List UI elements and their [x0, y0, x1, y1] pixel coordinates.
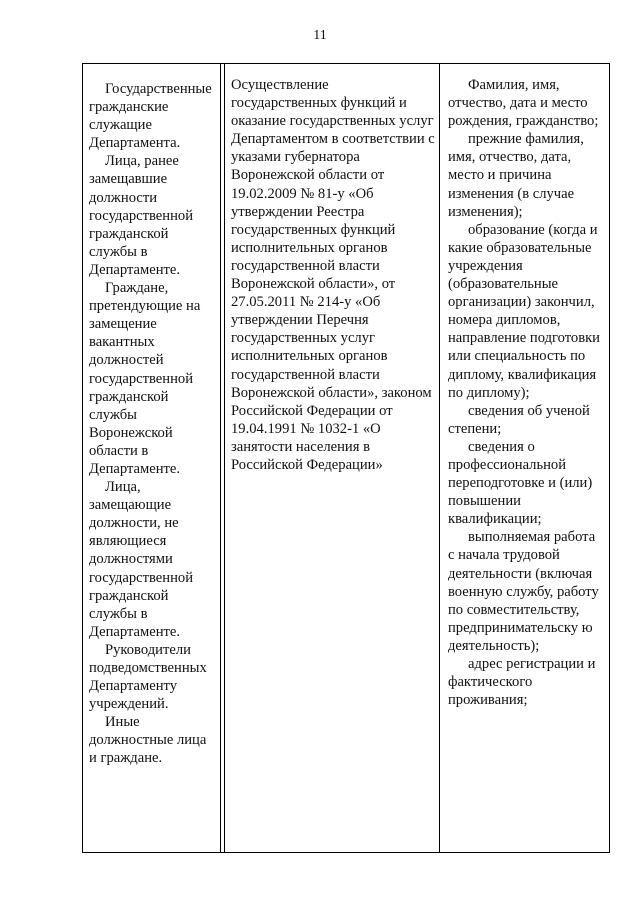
table-cell-paragraph: выполняемая работа с начала трудовой деятельности (включая военную службу, работу по совместительству, предпринимательску ю деятельность);	[448, 529, 599, 654]
table-column-purpose	[224, 64, 440, 852]
table-cell-paragraph: Лица, замещающие должности, не являющиеся должностями государственной гражданской службы в Департаменте.	[89, 479, 194, 640]
table-cell-paragraph: образование (когда и какие образовательные учреждения (образовательные организации) закончил, номера дипломов, направление подготовки или специальность по диплому, квалификация по диплому);	[448, 221, 600, 401]
table-cell-paragraph: сведения о профессиональной переподготовке и (или) повышении квалификации;	[448, 438, 593, 528]
page-number: 11	[313, 28, 327, 43]
table-cell-paragraph: прежние фамилия, имя, отчество, дата, место и причина изменения (в случае изменения);	[448, 131, 584, 220]
table-cell-paragraph: Граждане, претендующие на замещение вакантных должностей государственной гражданской службы Воронежской области в Департаменте.	[89, 280, 201, 477]
table-cell-paragraph: адрес регистрации и фактического проживания;	[448, 656, 596, 709]
table-cell-paragraph: сведения об ученой степени;	[448, 402, 590, 437]
table-cell-paragraph: Фамилия, имя, отчество, дата и место рождения, гражданство;	[448, 77, 599, 130]
table-cell-paragraph: Руководители подведомственных Департаменту учреждений.	[89, 641, 207, 713]
table-column-data-list	[440, 64, 609, 852]
table-cell-paragraph: Лица, ранее замещавшие должности государственной гражданской службы в Департаменте.	[89, 153, 194, 278]
table-column-subjects	[83, 64, 221, 852]
table-cell-paragraph: Осуществление государственных функций и оказание государственных услуг Департаментом в соответствии с указами губернатора Воронежской области от 19.02.2009 № 81-у «Об утверждении Реестра государственных функций исполнительных органов государственной власти Воронежской области», от 27.05.2011 № 214-у «Об утверждении Перечня государственных услуг исполнительных органов государственной власти Воронежской области», законом Российской Федерации от 19.04.1991 № 1032-1 «О занятости населения в Российской Федерации»	[231, 77, 435, 473]
table-cell-paragraph: Иные должностные лица и граждане.	[89, 714, 207, 767]
table-cell-paragraph: Государственные гражданские служащие Департамента.	[89, 81, 212, 152]
data-table	[82, 63, 610, 853]
